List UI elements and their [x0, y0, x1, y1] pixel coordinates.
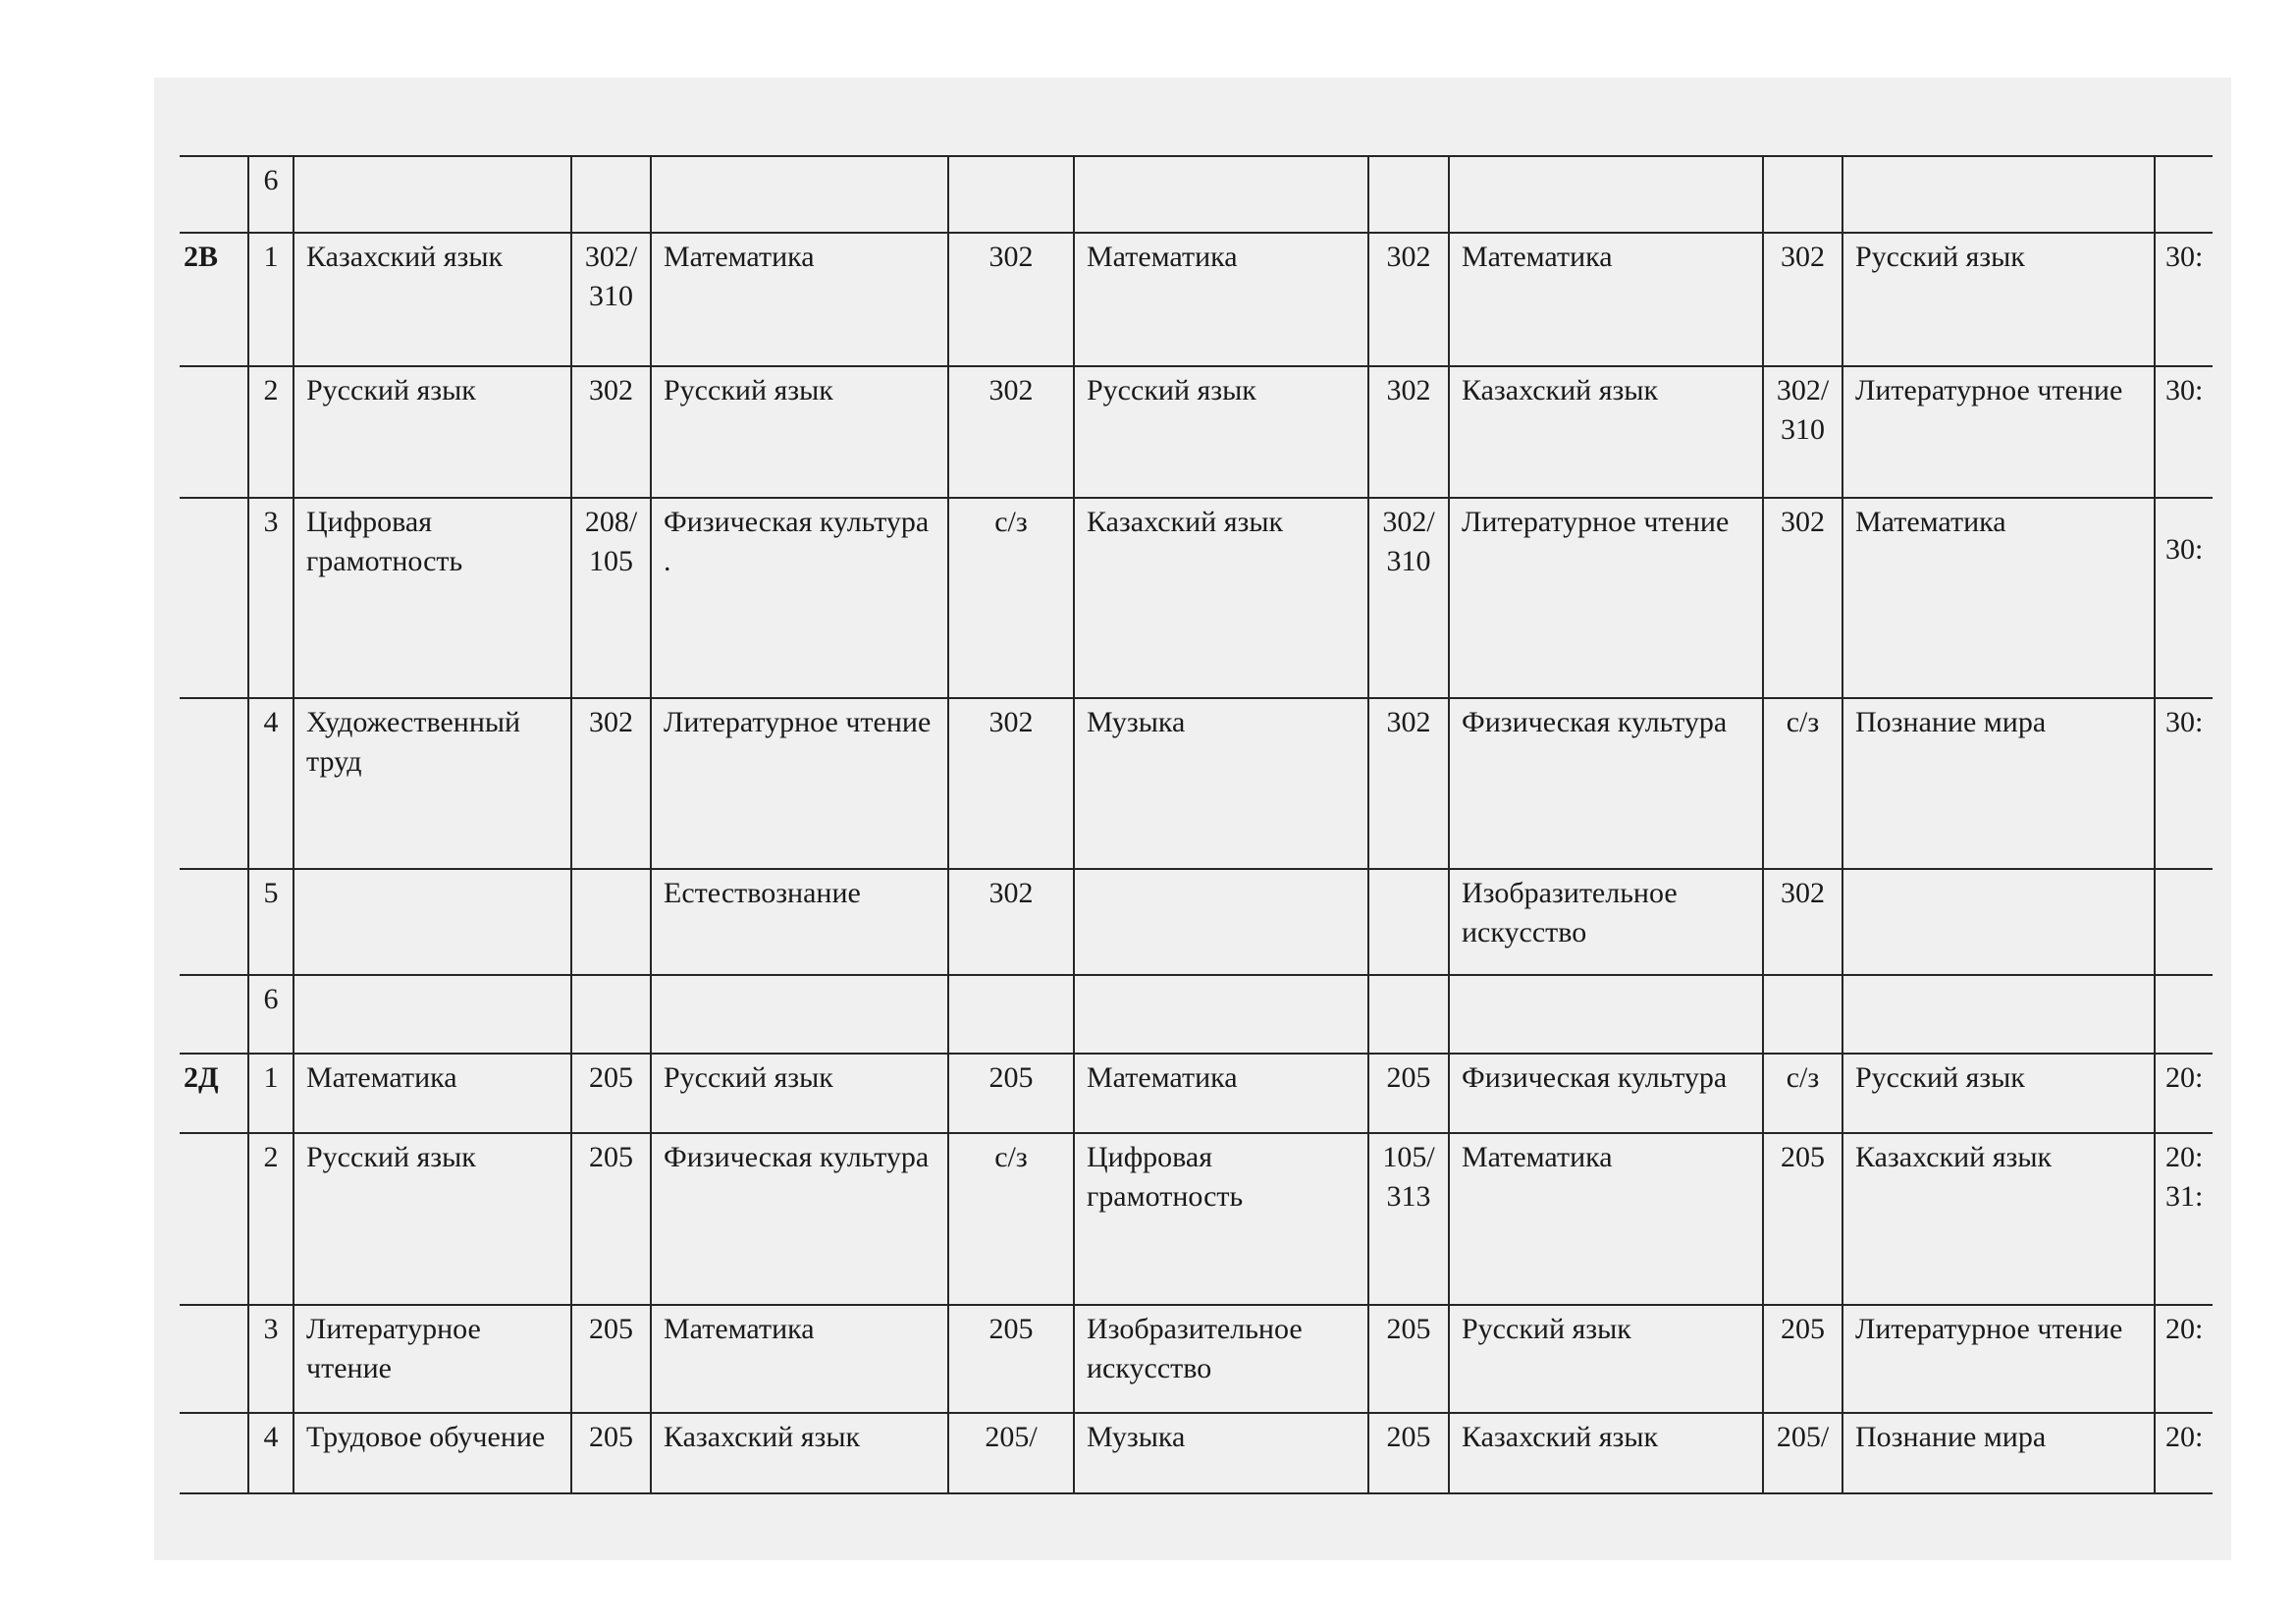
- subject-cell: Изобразительное искусство: [1074, 1305, 1368, 1413]
- class-name-cell: [180, 1133, 248, 1305]
- room-cell: 302: [1368, 698, 1449, 869]
- room-cell: с/з: [1763, 698, 1842, 869]
- room-cell: 20:: [2155, 1305, 2213, 1413]
- room-cell: [948, 975, 1074, 1054]
- subject-cell: Литературное чтение: [294, 1305, 571, 1413]
- room-cell: 302/ 310: [1763, 366, 1842, 498]
- subject-cell: Русский язык: [651, 1054, 948, 1133]
- room-cell: [571, 975, 651, 1054]
- room-cell: 302/ 310: [571, 233, 651, 366]
- lesson-number-cell: 6: [248, 975, 294, 1054]
- subject-cell: Математика: [1074, 233, 1368, 366]
- subject-cell: Литературное чтение: [1842, 366, 2155, 498]
- subject-cell: [1449, 156, 1763, 233]
- lesson-number-cell: 4: [248, 1413, 294, 1493]
- subject-cell: Математика: [294, 1054, 571, 1133]
- subject-cell: Познание мира: [1842, 698, 2155, 869]
- room-cell: [571, 156, 651, 233]
- class-name-cell: [180, 366, 248, 498]
- subject-cell: Естествознание: [651, 869, 948, 975]
- room-cell: 20:: [2155, 1054, 2213, 1133]
- subject-cell: [294, 975, 571, 1054]
- room-cell: 302: [571, 698, 651, 869]
- subject-cell: Казахский язык: [1842, 1133, 2155, 1305]
- subject-cell: Русский язык: [1074, 366, 1368, 498]
- room-cell: [2155, 156, 2213, 233]
- subject-cell: [651, 975, 948, 1054]
- lesson-number-cell: 2: [248, 1133, 294, 1305]
- subject-cell: Математика: [1842, 498, 2155, 698]
- room-cell: 30:: [2155, 233, 2213, 366]
- subject-cell: Физическая культура .: [651, 498, 948, 698]
- table-row: [180, 869, 2213, 975]
- class-name-cell: [180, 498, 248, 698]
- subject-cell: [1842, 156, 2155, 233]
- subject-cell: Литературное чтение: [1449, 498, 1763, 698]
- subject-cell: Казахский язык: [294, 233, 571, 366]
- subject-cell: Математика: [1449, 233, 1763, 366]
- schedule-body: [180, 156, 2213, 1493]
- room-cell: [1763, 156, 1842, 233]
- room-cell: [1368, 975, 1449, 1054]
- subject-cell: Русский язык: [1842, 233, 2155, 366]
- subject-cell: Цифровая грамотность: [1074, 1133, 1368, 1305]
- table-row: [180, 698, 2213, 869]
- room-cell: 302: [571, 366, 651, 498]
- table-row: [180, 1054, 2213, 1133]
- lesson-number-cell: 1: [248, 1054, 294, 1133]
- subject-cell: Физическая культура: [1449, 698, 1763, 869]
- room-cell: 205/: [1763, 1413, 1842, 1493]
- room-cell: 205: [1368, 1305, 1449, 1413]
- class-name-cell: 2Д: [180, 1054, 248, 1133]
- table-row: [180, 156, 2213, 233]
- subject-cell: Математика: [651, 1305, 948, 1413]
- room-cell: 105/ 313: [1368, 1133, 1449, 1305]
- room-cell: 20:: [2155, 1413, 2213, 1493]
- subject-cell: Казахский язык: [1449, 366, 1763, 498]
- subject-cell: Литературное чтение: [1842, 1305, 2155, 1413]
- subject-cell: Физическая культура: [651, 1133, 948, 1305]
- room-cell: 208/ 105: [571, 498, 651, 698]
- room-cell: 302: [948, 233, 1074, 366]
- table-row: [180, 975, 2213, 1054]
- class-name-cell: [180, 156, 248, 233]
- room-cell: [1368, 869, 1449, 975]
- subject-cell: [1074, 869, 1368, 975]
- room-cell: 205: [1763, 1133, 1842, 1305]
- room-cell: 30:: [2155, 698, 2213, 869]
- room-cell: 302: [948, 869, 1074, 975]
- subject-cell: [1842, 869, 2155, 975]
- subject-cell: [651, 156, 948, 233]
- room-cell: [1763, 975, 1842, 1054]
- subject-cell: Казахский язык: [1449, 1413, 1763, 1493]
- subject-cell: Физическая культура: [1449, 1054, 1763, 1133]
- class-name-cell: [180, 869, 248, 975]
- subject-cell: Русский язык: [294, 1133, 571, 1305]
- lesson-number-cell: 6: [248, 156, 294, 233]
- subject-cell: Музыка: [1074, 1413, 1368, 1493]
- room-cell: 302: [948, 698, 1074, 869]
- lesson-number-cell: 3: [248, 498, 294, 698]
- room-cell: 205: [571, 1133, 651, 1305]
- room-cell: [2155, 975, 2213, 1054]
- table-row: [180, 498, 2213, 698]
- subject-cell: Изобразительное искусство: [1449, 869, 1763, 975]
- room-cell: с/з: [948, 1133, 1074, 1305]
- room-cell: [571, 869, 651, 975]
- lesson-number-cell: 1: [248, 233, 294, 366]
- room-cell: с/з: [1763, 1054, 1842, 1133]
- room-cell: [1368, 156, 1449, 233]
- class-name-cell: [180, 698, 248, 869]
- subject-cell: [1074, 975, 1368, 1054]
- class-name-cell: 2В: [180, 233, 248, 366]
- schedule-table: [180, 155, 2213, 1494]
- subject-cell: Казахский язык: [651, 1413, 948, 1493]
- subject-cell: Казахский язык: [1074, 498, 1368, 698]
- room-cell: 205: [571, 1305, 651, 1413]
- subject-cell: [1449, 975, 1763, 1054]
- subject-cell: Литературное чтение: [651, 698, 948, 869]
- room-cell: 205: [571, 1413, 651, 1493]
- room-cell: 205: [1368, 1054, 1449, 1133]
- room-cell: 30:: [2155, 366, 2213, 498]
- subject-cell: Русский язык: [1449, 1305, 1763, 1413]
- subject-cell: [294, 156, 571, 233]
- subject-cell: Русский язык: [651, 366, 948, 498]
- class-name-cell: [180, 975, 248, 1054]
- subject-cell: Цифровая грамотность: [294, 498, 571, 698]
- room-cell: 205: [1368, 1413, 1449, 1493]
- room-cell: 302: [1368, 366, 1449, 498]
- class-name-cell: [180, 1413, 248, 1493]
- room-cell: 302/ 310: [1368, 498, 1449, 698]
- room-cell: 205: [571, 1054, 651, 1133]
- lesson-number-cell: 2: [248, 366, 294, 498]
- subject-cell: Математика: [651, 233, 948, 366]
- subject-cell: Познание мира: [1842, 1413, 2155, 1493]
- table-row: [180, 233, 2213, 366]
- room-cell: 302: [1763, 498, 1842, 698]
- subject-cell: Русский язык: [294, 366, 571, 498]
- table-row: [180, 1305, 2213, 1413]
- lesson-number-cell: 3: [248, 1305, 294, 1413]
- room-cell: 20: 31:: [2155, 1133, 2213, 1305]
- room-cell: 302: [1763, 869, 1842, 975]
- room-cell: 30:: [2155, 498, 2213, 698]
- room-cell: [2155, 869, 2213, 975]
- room-cell: 205: [948, 1305, 1074, 1413]
- subject-cell: Трудовое обучение: [294, 1413, 571, 1493]
- room-cell: 302: [1763, 233, 1842, 366]
- subject-cell: Русский язык: [1842, 1054, 2155, 1133]
- room-cell: 302: [948, 366, 1074, 498]
- room-cell: [948, 156, 1074, 233]
- room-cell: 205: [1763, 1305, 1842, 1413]
- table-row: [180, 1133, 2213, 1305]
- table-row: [180, 1413, 2213, 1493]
- subject-cell: [1074, 156, 1368, 233]
- lesson-number-cell: 5: [248, 869, 294, 975]
- subject-cell: [1842, 975, 2155, 1054]
- table-row: [180, 366, 2213, 498]
- room-cell: 205: [948, 1054, 1074, 1133]
- room-cell: 205/: [948, 1413, 1074, 1493]
- subject-cell: Математика: [1074, 1054, 1368, 1133]
- room-cell: 302: [1368, 233, 1449, 366]
- room-cell: с/з: [948, 498, 1074, 698]
- class-name-cell: [180, 1305, 248, 1413]
- subject-cell: [294, 869, 571, 975]
- lesson-number-cell: 4: [248, 698, 294, 869]
- subject-cell: Музыка: [1074, 698, 1368, 869]
- subject-cell: Математика: [1449, 1133, 1763, 1305]
- subject-cell: Художественный труд: [294, 698, 571, 869]
